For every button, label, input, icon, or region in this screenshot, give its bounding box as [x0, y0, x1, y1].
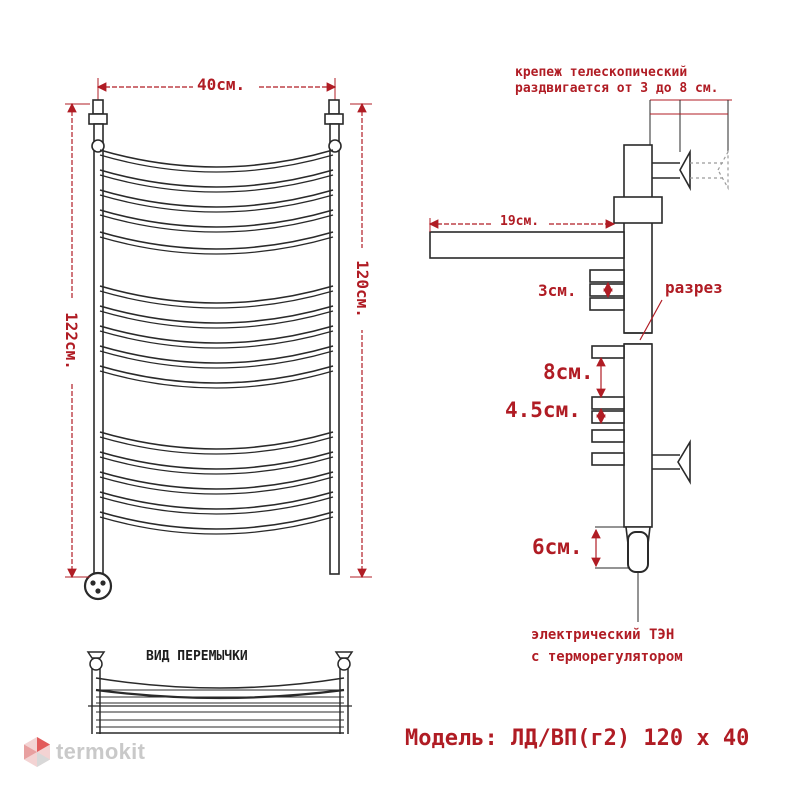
rung — [100, 432, 333, 449]
rung-edge — [100, 331, 333, 348]
rung — [100, 286, 333, 303]
heater-note-line1: электрический ТЭН — [531, 627, 675, 643]
depth-dimension-label: 19см. — [500, 214, 540, 229]
width-dimension-label: 40см. — [197, 75, 246, 94]
rung-edge — [100, 291, 333, 308]
rung-edge — [100, 351, 333, 368]
rung-edge — [100, 195, 333, 212]
jumper-view — [88, 649, 352, 734]
bar-pitch-label: 4.5см. — [505, 398, 581, 422]
rung-edge — [100, 497, 333, 514]
rung-edge — [100, 477, 333, 494]
group-gap-label: 8см. — [543, 360, 594, 384]
axis-height-dimension-label: 120см. — [353, 260, 372, 318]
model-label: Модель: ЛД/ВП(г2) 120 х 40 — [405, 726, 750, 751]
rung-edge — [100, 457, 333, 474]
rung-edge — [100, 517, 333, 534]
front-rungs — [100, 150, 333, 534]
brand-logo — [22, 736, 145, 768]
bar-gap-label: 3см. — [538, 281, 577, 300]
rung-edge — [100, 175, 333, 192]
jumper-view-title: ВИД ПЕРЕМЫЧКИ — [146, 649, 248, 664]
rung-edge — [100, 215, 333, 232]
mount-note-line2: раздвигается от 3 до 8 см. — [515, 81, 719, 96]
mount-note-line1: крепеж телескопический — [515, 65, 688, 80]
rung — [100, 232, 333, 249]
rung — [100, 150, 333, 167]
hexagon-logo-icon — [22, 736, 52, 768]
rung-edge — [100, 371, 333, 388]
heater-dimension-label: 6см. — [532, 535, 583, 559]
rung-edge — [100, 437, 333, 454]
rung-edge — [100, 155, 333, 172]
total-height-dimension-label: 122см. — [62, 312, 81, 370]
rung-edge — [100, 311, 333, 328]
section-label: разрез — [665, 278, 723, 297]
front-view — [62, 75, 372, 599]
rung-edge — [100, 237, 333, 254]
heater-note-line2: с терморегулятором — [531, 649, 683, 665]
brand-name: termokit — [56, 739, 146, 764]
